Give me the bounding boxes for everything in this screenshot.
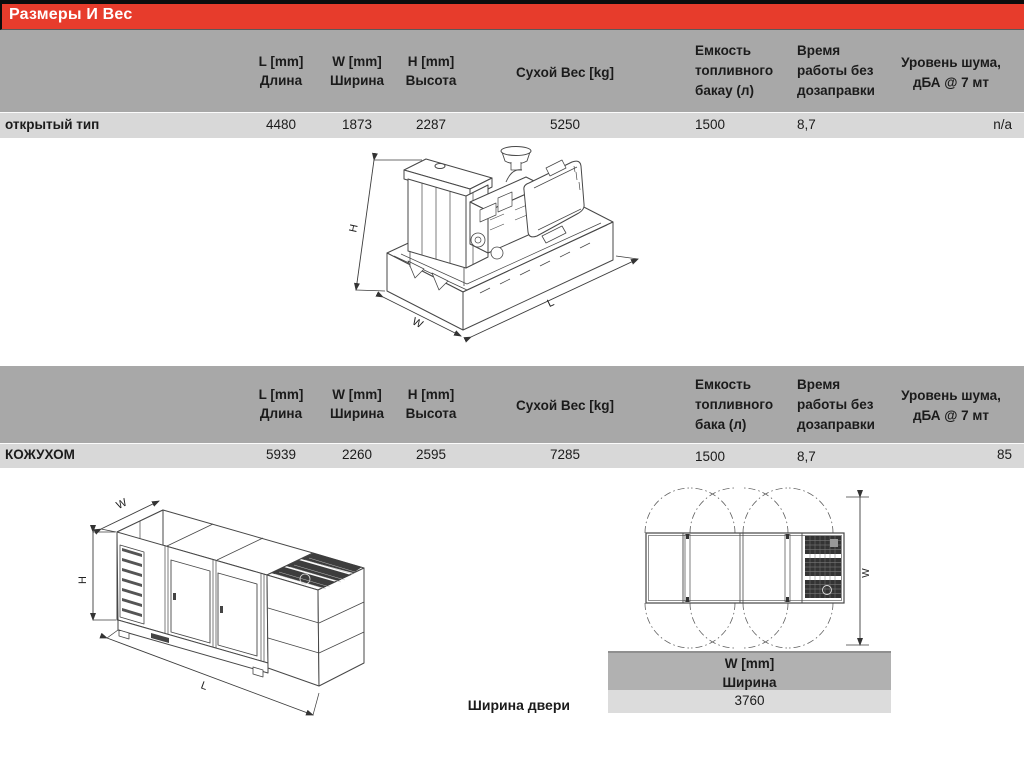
canopy-length-value: 5939 [265, 447, 297, 462]
open-dim-w-label: W [410, 315, 425, 332]
open-height-value: 2287 [415, 117, 447, 132]
door-table-header [608, 651, 891, 690]
canopy-genset-drawing [65, 483, 370, 735]
open-table-row [0, 112, 1024, 138]
door-width-label: Ширина двери [467, 697, 570, 713]
col-header-width: W [mm] Ширина [329, 54, 385, 88]
open-noise-value: n/a [993, 117, 1012, 132]
section-header-bar [0, 0, 1024, 30]
row-label-canopy: КОЖУХОМ [5, 447, 75, 462]
col-header-dry-weight: Сухой Вес [kg] [516, 65, 614, 80]
col-header-height: H [mm] Высота [405, 387, 457, 421]
canopy-height-value: 2595 [415, 447, 447, 462]
col-header-noise: Уровень шума, дБА @ 7 мт [901, 388, 1001, 423]
row-label-open-type: открытый тип [5, 117, 100, 132]
col-header-height: H [mm] Высота [405, 54, 457, 88]
col-header-runtime: Время работы без дозаправки [797, 377, 875, 432]
canopy-table-row [0, 443, 1024, 468]
canopy-dim-w-label: W [114, 496, 129, 512]
canopy-noise-value: 85 [996, 447, 1012, 462]
col-header-noise: Уровень шума, дБА @ 7 мт [901, 55, 1001, 90]
open-runtime-value: 8,7 [797, 117, 816, 132]
canopy-fuel-tank-value: 1500 [695, 449, 726, 464]
col-header-runtime: Время работы без дозаправки [797, 43, 875, 98]
col-header-dry-weight: Сухой Вес [kg] [516, 398, 614, 413]
open-dim-h-label: H [347, 223, 361, 234]
canopy-dry-weight-value: 7285 [549, 447, 581, 462]
canopy-dim-h-label: H [77, 576, 89, 584]
col-header-width: W [mm] Ширина [329, 387, 385, 421]
canopy-dim-l-label: L [199, 679, 209, 693]
col-header-length: L [mm] Длина [258, 387, 304, 421]
open-fuel-tank-value: 1500 [695, 117, 726, 132]
door-header-line1: W [mm] [724, 656, 775, 671]
col-header-length: L [mm] Длина [258, 54, 304, 88]
top-view-drawing [642, 487, 882, 657]
open-dim-l-label: L [545, 296, 557, 311]
door-width-value: 3760 [608, 690, 891, 713]
page-title: Размеры И Вес [9, 6, 133, 23]
col-header-fuel-tank: Емкость топливного бакау (л) [695, 43, 774, 98]
open-dry-weight-value: 5250 [549, 117, 581, 132]
col-header-fuel-tank: Емкость топливного бака (л) [695, 377, 774, 432]
topview-dim-w-label: W [861, 568, 872, 578]
canopy-width-value: 2260 [341, 447, 373, 462]
door-header-line2: Ширина [722, 675, 777, 690]
canopy-table-header [0, 366, 1024, 443]
open-table-header [0, 30, 1024, 112]
open-length-value: 4480 [265, 117, 297, 132]
open-genset-drawing [330, 140, 670, 352]
open-width-value: 1873 [341, 117, 373, 132]
canopy-runtime-value: 8,7 [797, 449, 816, 464]
